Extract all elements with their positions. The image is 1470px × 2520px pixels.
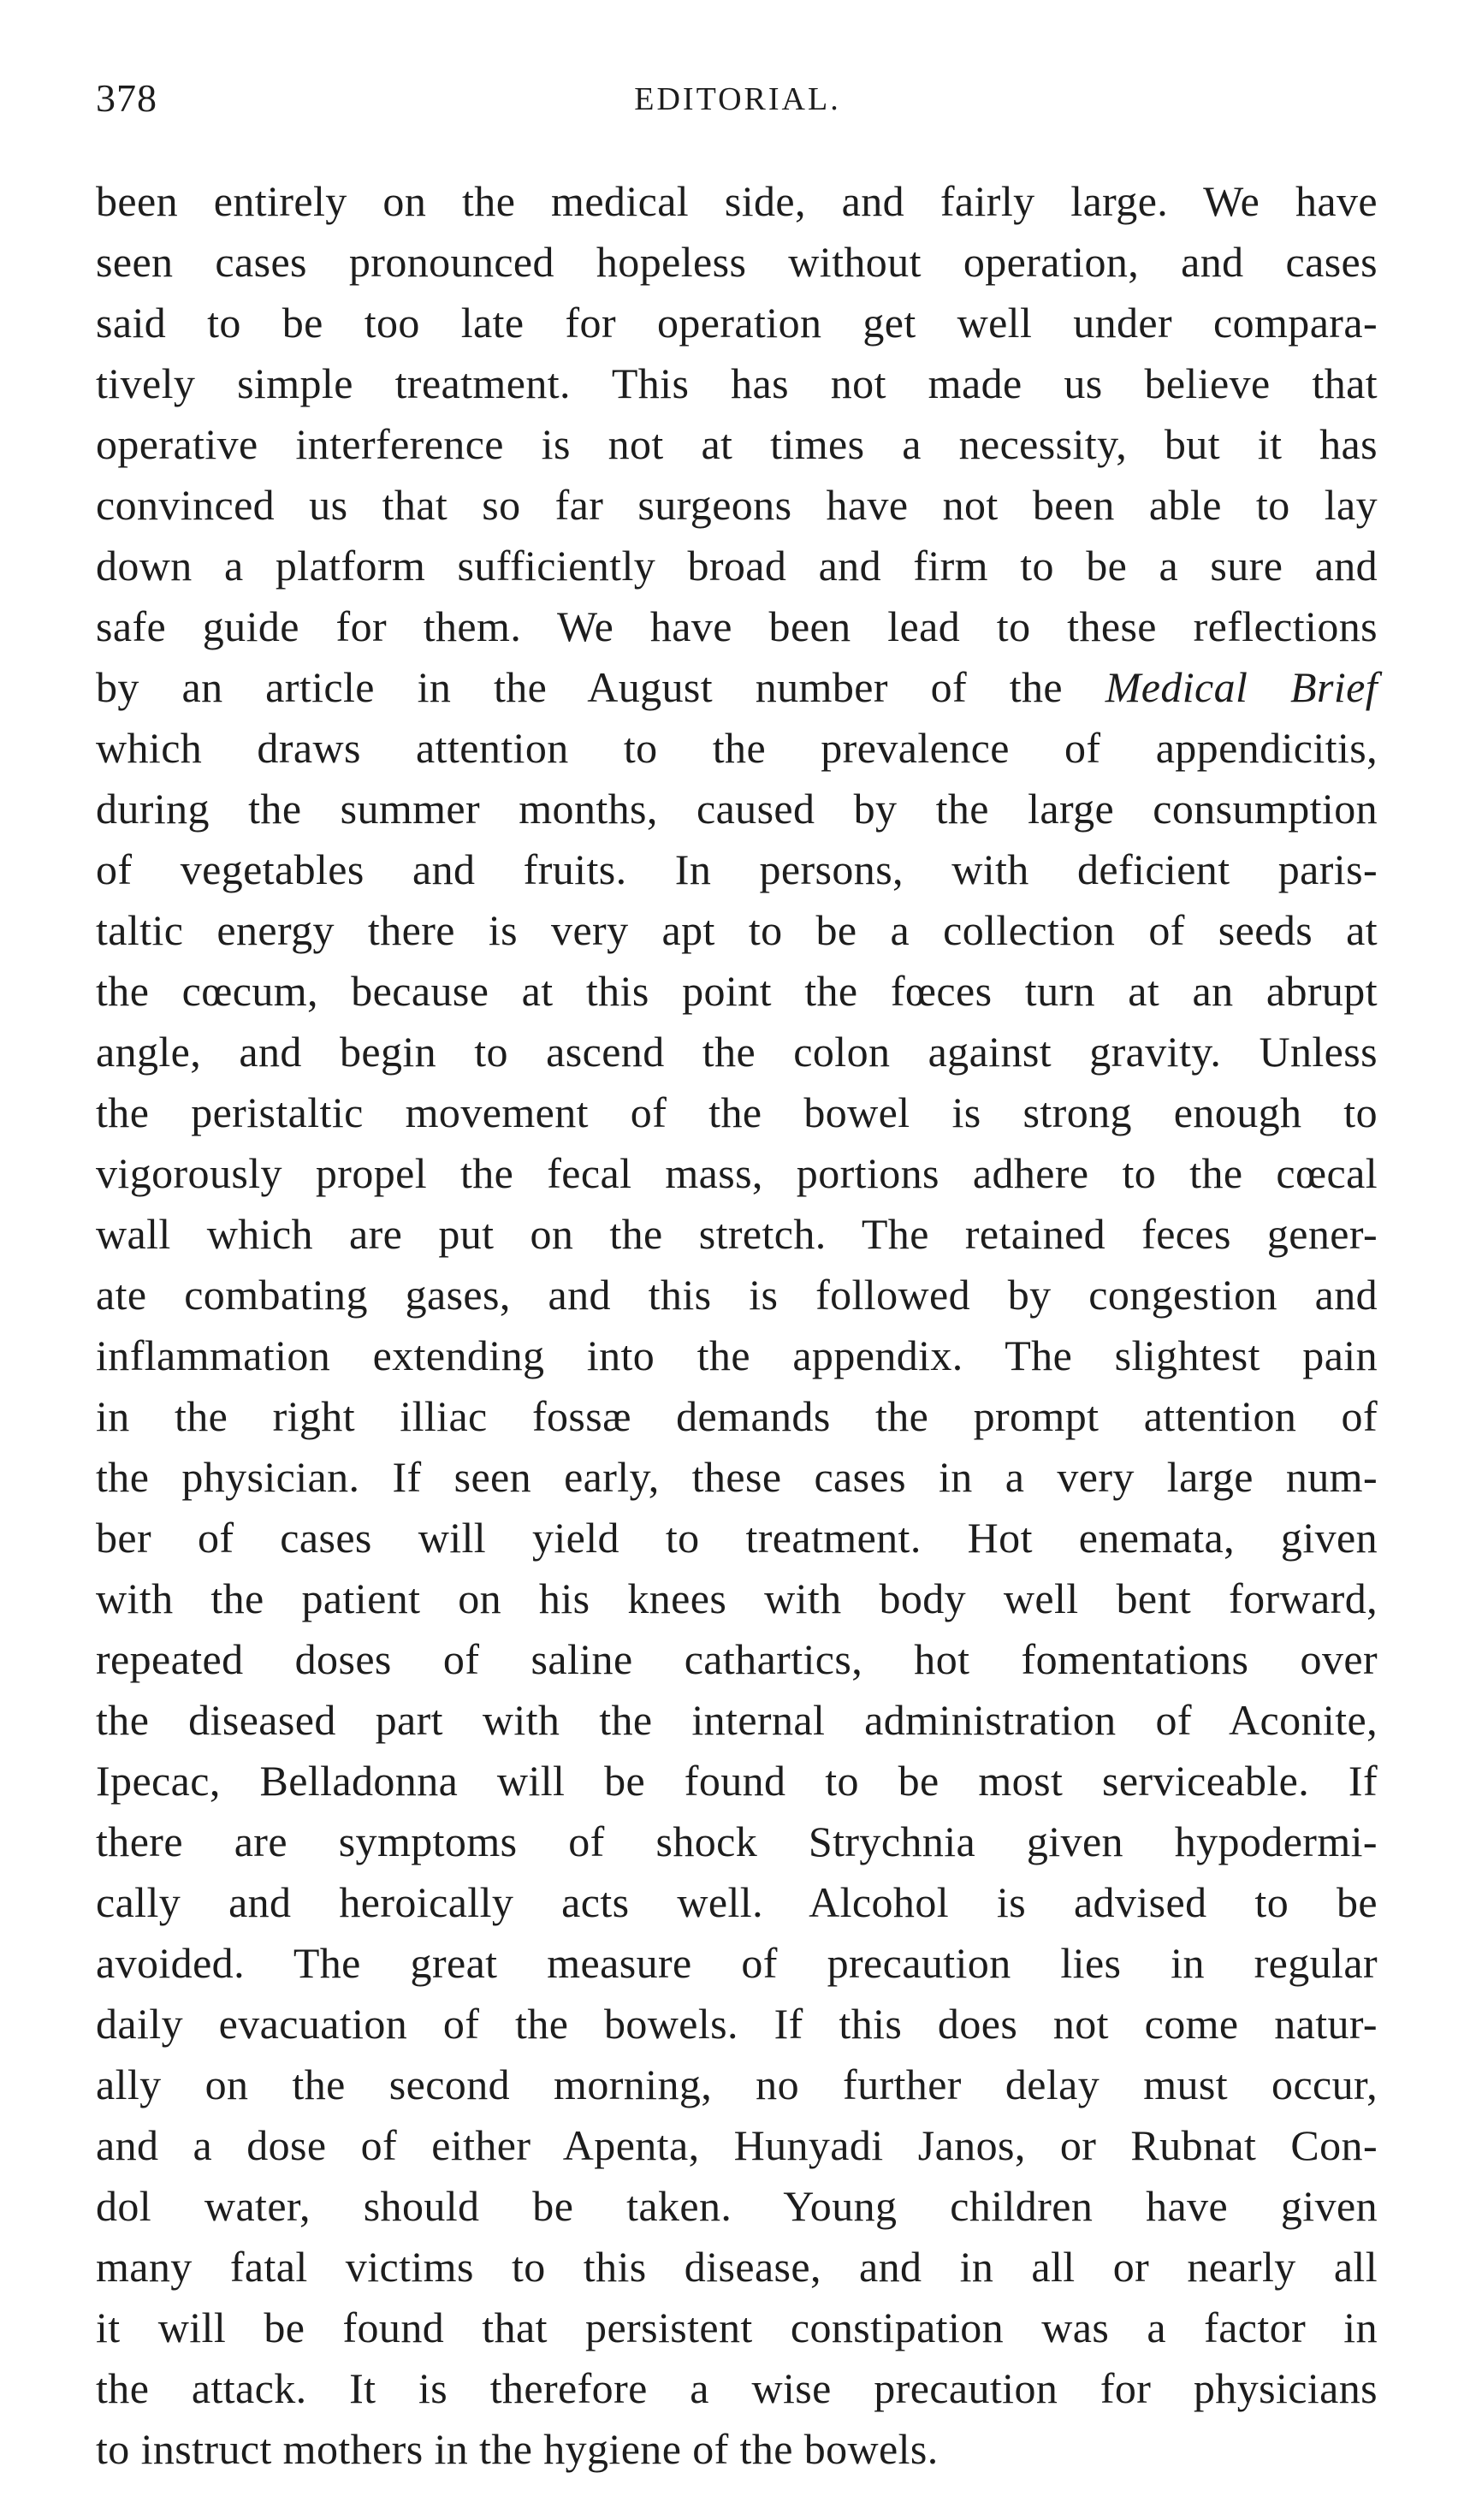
- text-line: vigorously propel the fecal mass, portions adhere to the cœcal: [96, 1149, 1378, 1197]
- text-line: which draws attention to the prevalence of appendicitis,: [96, 724, 1378, 772]
- text-line: the diseased part with the internal administration of Aconite,: [96, 1696, 1378, 1744]
- text-line: cally and heroically acts well. Alcohol is advised to be: [96, 1878, 1378, 1926]
- text-line: the peristaltic movement of the bowel is strong enough to: [96, 1088, 1378, 1136]
- text-line: ally on the second morning, no further delay must occur,: [96, 2060, 1378, 2108]
- text-line: down a platform sufficiently broad and firm to be a sure and: [96, 542, 1378, 590]
- text-line: many fatal victims to this disease, and in all or nearly all: [96, 2243, 1378, 2291]
- text-line: and a dose of either Apenta, Hunyadi Janos, or Rubnat Con-: [96, 2121, 1378, 2169]
- text-line: by an article in the August number of the: [96, 663, 1064, 711]
- text-line: the physician. If seen early, these cases in a very large num-: [96, 1453, 1378, 1501]
- text-line: convinced us that so far surgeons have not been able to lay: [96, 481, 1378, 529]
- text-line: daily evacuation of the bowels. If this does not come natur-: [96, 2000, 1378, 2048]
- text-line: to instruct mothers in the hygiene of the bowels.: [96, 2425, 939, 2473]
- text-line: repeated doses of saline cathartics, hot fomentations over: [96, 1635, 1378, 1683]
- text-line: angle, and begin to ascend the colon against gravity. Unless: [96, 1028, 1378, 1076]
- text-line: operative interference is not at times a necessity, but it has: [96, 420, 1378, 468]
- text-line: dol water, should be taken. Young children have given: [96, 2182, 1378, 2230]
- editorial-body: [96, 171, 1378, 2480]
- text-line: wall which are put on the stretch. The retained feces gener-: [96, 1210, 1378, 1258]
- text-line: Ipecac, Belladonna will be found to be most serviceable. If: [96, 1757, 1378, 1805]
- text-line: the cœcum, because at this point the fœces turn at an abrupt: [96, 967, 1378, 1015]
- running-head: EDITORIAL.: [634, 81, 841, 117]
- text-line: said to be too late for operation get well under compara-: [96, 299, 1378, 347]
- text-line: it will be found that persistent constipation was a factor in: [96, 2304, 1378, 2351]
- text-line: tively simple treatment. This has not made us believe that: [96, 359, 1378, 407]
- text-line: with the patient on his knees with body well bent forward,: [96, 1574, 1378, 1622]
- text-line: taltic energy there is very apt to be a collection of seeds at: [96, 906, 1378, 954]
- text-line: seen cases pronounced hopeless without operation, and cases: [96, 238, 1378, 286]
- text-line: in the right illiac fossæ demands the prompt attention of: [96, 1392, 1378, 1440]
- text-line: of vegetables and fruits. In persons, with deficient paris-: [96, 845, 1378, 893]
- text-line: safe guide for them. We have been lead to these reflections: [96, 602, 1378, 650]
- page-header: [96, 75, 1379, 127]
- text-line: there are symptoms of shock Strychnia given hypodermi-: [96, 1817, 1378, 1865]
- text-line: avoided. The great measure of precaution lies in regular: [96, 1939, 1378, 1987]
- text-line: ate combating gases, and this is followed by congestion and: [96, 1271, 1378, 1319]
- text-line: ber of cases will yield to treatment. Hot enemata, given: [96, 1514, 1378, 1562]
- text-line: been entirely on the medical side, and fairly large. We have: [96, 177, 1378, 225]
- text-line: inflammation extending into the appendix. The slightest pain: [96, 1331, 1378, 1379]
- text-line: the attack. It is therefore a wise precaution for physicians: [96, 2364, 1378, 2412]
- text-line: during the summer months, caused by the large consumption: [96, 785, 1378, 833]
- journal-title: Medical Brief: [1105, 663, 1378, 711]
- text-line-with-journal: [96, 657, 1378, 718]
- page-number: 378: [96, 76, 157, 120]
